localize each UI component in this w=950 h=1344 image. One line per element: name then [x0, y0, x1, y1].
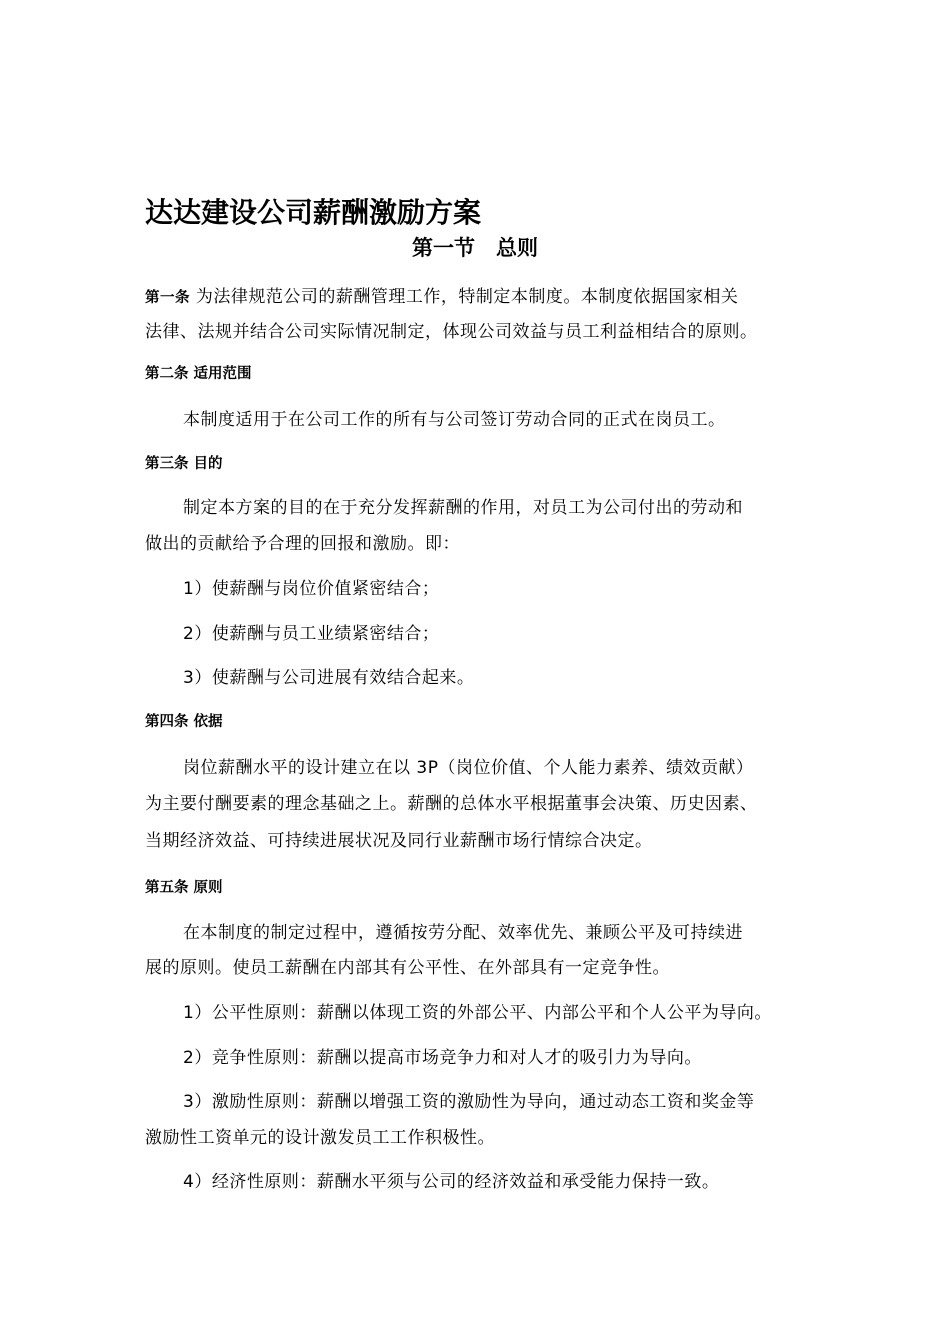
document-title: 达达建设公司薪酬激励方案	[145, 196, 482, 229]
article5-item3-line2: 激励性工资单元的设计激发员工工作积极性。	[145, 1128, 495, 1148]
article3-item1: 1）使薪酬与岗位价值紧密结合；	[183, 579, 440, 599]
article5-item4: 4）经济性原则：薪酬水平须与公司的经济效益和承受能力保持一致。	[183, 1172, 720, 1192]
section-title: 第一节 总则	[412, 236, 538, 260]
article5-item2: 2）竞争性原则：薪酬以提高市场竞争力和对人才的吸引力为导向。	[183, 1048, 702, 1068]
article5-item1: 1）公平性原则：薪酬以体现工资的外部公平、内部公平和个人公平为导向。	[183, 1003, 772, 1023]
article3-line1: 制定本方案的目的在于充分发挥薪酬的作用，对员工为公司付出的劳动和	[183, 498, 743, 518]
article5-heading: 第五条 原则	[145, 880, 223, 896]
article4-heading: 第四条 依据	[145, 714, 223, 730]
article4-line1: 岗位薪酬水平的设计建立在以 3P（岗位价值、个人能力素养、绩效贡献）	[183, 758, 754, 778]
article5-line1: 在本制度的制定过程中，遵循按劳分配、效率优先、兼顾公平及可持续进	[183, 923, 743, 943]
article4-line2: 为主要付酬要素的理念基础之上。薪酬的总体水平根据董事会决策、历史因素、	[145, 794, 758, 814]
article1-line2: 法律、法规并结合公司实际情况制定，体现公司效益与员工利益相结合的原则。	[145, 322, 758, 342]
article1-text: 为法律规范公司的薪酬管理工作，特制定本制度。本制度依据国家相关	[190, 287, 739, 307]
article2-heading: 第二条 适用范围	[145, 366, 252, 382]
article1-label: 第一条	[145, 290, 190, 306]
article4-line3: 当期经济效益、可持续进展状况及同行业薪酬市场行情综合决定。	[145, 831, 653, 851]
article3-line2: 做出的贡献给予合理的回报和激励。即：	[145, 534, 460, 554]
article3-heading: 第三条 目的	[145, 456, 223, 472]
article1-line1	[145, 282, 738, 307]
article3-item3: 3）使薪酬与公司进展有效结合起来。	[183, 668, 475, 688]
article3-item2: 2）使薪酬与员工业绩紧密结合；	[183, 624, 440, 644]
article5-line2: 展的原则。使员工薪酬在内部其有公平性、在外部具有一定竞争性。	[145, 958, 670, 978]
article5-item3-line1: 3）激励性原则：薪酬以增强工资的激励性为导向，通过动态工资和奖金等	[183, 1092, 755, 1112]
article2-line1: 本制度适用于在公司工作的所有与公司签订劳动合同的正式在岗员工。	[183, 410, 726, 430]
